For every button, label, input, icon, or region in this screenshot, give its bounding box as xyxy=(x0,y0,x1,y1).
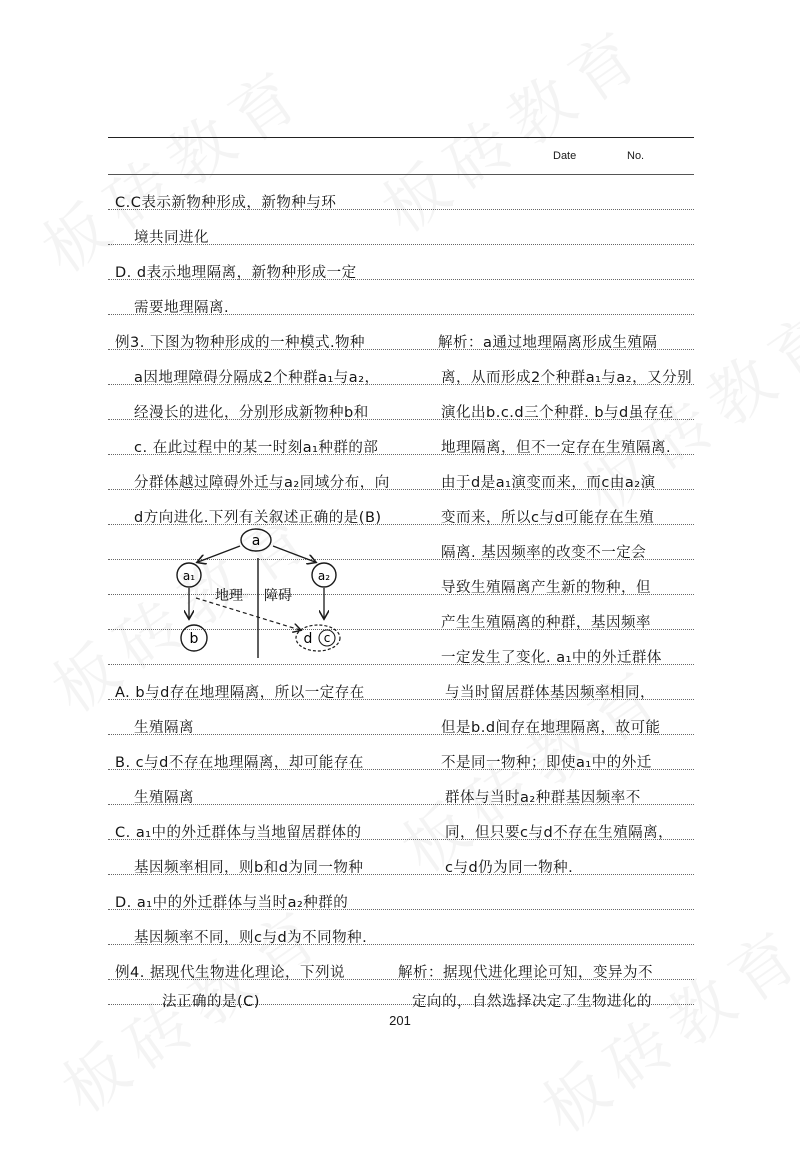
option-c2-line-2: 基因频率相同，则b和d为同一物种 xyxy=(134,860,364,876)
page-number: 201 xyxy=(389,1013,411,1028)
option-c-line-2: 境共同进化 xyxy=(134,230,209,246)
option-a-line-1: A. b与d存在地理隔离，所以一定存在 xyxy=(115,685,365,701)
option-b-line-2: 生殖隔离 xyxy=(134,790,194,806)
speciation-diagram xyxy=(160,522,380,664)
example-3-line-5: 分群体越过障碍外迁与a₂同域分布，向 xyxy=(134,475,390,491)
analysis-3-line-6: 变而来，所以c与d可能存在生殖 xyxy=(441,510,655,526)
top-rule xyxy=(108,137,694,138)
analysis-3-line-2: 离，从而形成2个种群a₁与a₂，又分别 xyxy=(441,370,693,386)
analysis-3-line-11: 与当时留居群体基因频率相同， xyxy=(445,685,655,701)
analysis-3-line-4: 地理隔离，但不一定存在生殖隔离. xyxy=(441,440,672,456)
option-b-line-1: B. c与d不存在地理隔离，却可能存在 xyxy=(115,755,364,771)
option-c-line-1: C.C表示新物种形成，新物种与环 xyxy=(115,195,337,211)
node-a1-label: a₁ xyxy=(182,569,196,583)
analysis-4-line-2: 定向的，自然选择决定了生物进化的 xyxy=(412,994,652,1010)
header-rule xyxy=(108,174,694,175)
example-3-line-6: d方向进化.下列有关叙述正确的是(B) xyxy=(134,510,382,526)
node-b-label: b xyxy=(189,631,199,647)
option-d-line-1: D. d表示地理隔离，新物种形成一定 xyxy=(115,265,357,281)
option-a-line-2: 生殖隔离 xyxy=(134,720,194,736)
analysis-3-line-16: c与d仍为同一物种. xyxy=(445,860,574,876)
analysis-3-line-5: 由于d是a₁演变而来，而c由a₂演 xyxy=(441,475,656,491)
analysis-3-line-7: 隔离. 基因频率的改变不一定会 xyxy=(441,545,647,561)
barrier-label-right: 障碍 xyxy=(264,588,292,604)
example-3-line-2: a因地理障碍分隔成2个种群a₁与a₂， xyxy=(134,370,380,386)
option-d2-line-1: D. a₁中的外迁群体与当时a₂种群的 xyxy=(115,895,349,911)
analysis-3-line-10: 一定发生了变化. a₁中的外迁群体 xyxy=(441,650,662,666)
node-c-label: c xyxy=(323,631,331,645)
example-3-line-1: 例3. 下图为物种形成的一种模式.物种 xyxy=(115,335,366,351)
watermark xyxy=(21,41,323,291)
node-a-label: a xyxy=(251,533,261,549)
example-4-line-1: 例4. 据现代生物进化理论，下列说 xyxy=(115,965,345,981)
analysis-4-line-1: 解析：据现代进化理论可知，变异为不 xyxy=(398,965,653,981)
analysis-3-line-14: 群体与当时a₂种群基因频率不 xyxy=(445,790,641,806)
analysis-3-line-8: 导致生殖隔离产生新的物种，但 xyxy=(441,580,651,596)
analysis-3-line-15: 同，但只要c与d不存在生殖隔离， xyxy=(445,825,674,841)
analysis-3-line-3: 演化出b.c.d三个种群. b与d虽存在 xyxy=(441,405,674,421)
analysis-3-line-9: 产生生殖隔离的种群，基因频率 xyxy=(441,615,651,631)
arrow-a-to-a2 xyxy=(273,546,315,562)
node-d-label: d xyxy=(303,631,313,647)
example-3-line-3: 经漫长的进化，分别形成新物种b和 xyxy=(134,405,369,421)
analysis-3-line-13: 不是同一物种；即使a₁中的外迁 xyxy=(441,755,652,771)
node-a2-label: a₂ xyxy=(317,569,331,583)
example-4-line-2: 法正确的是(C) xyxy=(162,994,260,1010)
barrier-label-left: 地理 xyxy=(215,588,243,604)
option-d-line-2: 需要地理隔离. xyxy=(134,300,230,316)
header-date-label: Date xyxy=(553,150,577,162)
option-c2-line-1: C. a₁中的外迁群体与当地留居群体的 xyxy=(115,825,362,841)
analysis-3-line-1: 解析：a通过地理隔离形成生殖隔 xyxy=(438,335,658,351)
example-3-line-4: c. 在此过程中的某一时刻a₁种群的部 xyxy=(134,440,379,456)
analysis-3-line-12: 但是b.d间存在地理隔离，故可能 xyxy=(441,720,661,736)
arrow-a-to-a1 xyxy=(198,546,240,562)
watermark xyxy=(361,1,663,251)
header-no-label: No. xyxy=(627,150,645,162)
option-d2-line-2: 基因频率不同，则c与d为不同物种. xyxy=(134,930,368,946)
